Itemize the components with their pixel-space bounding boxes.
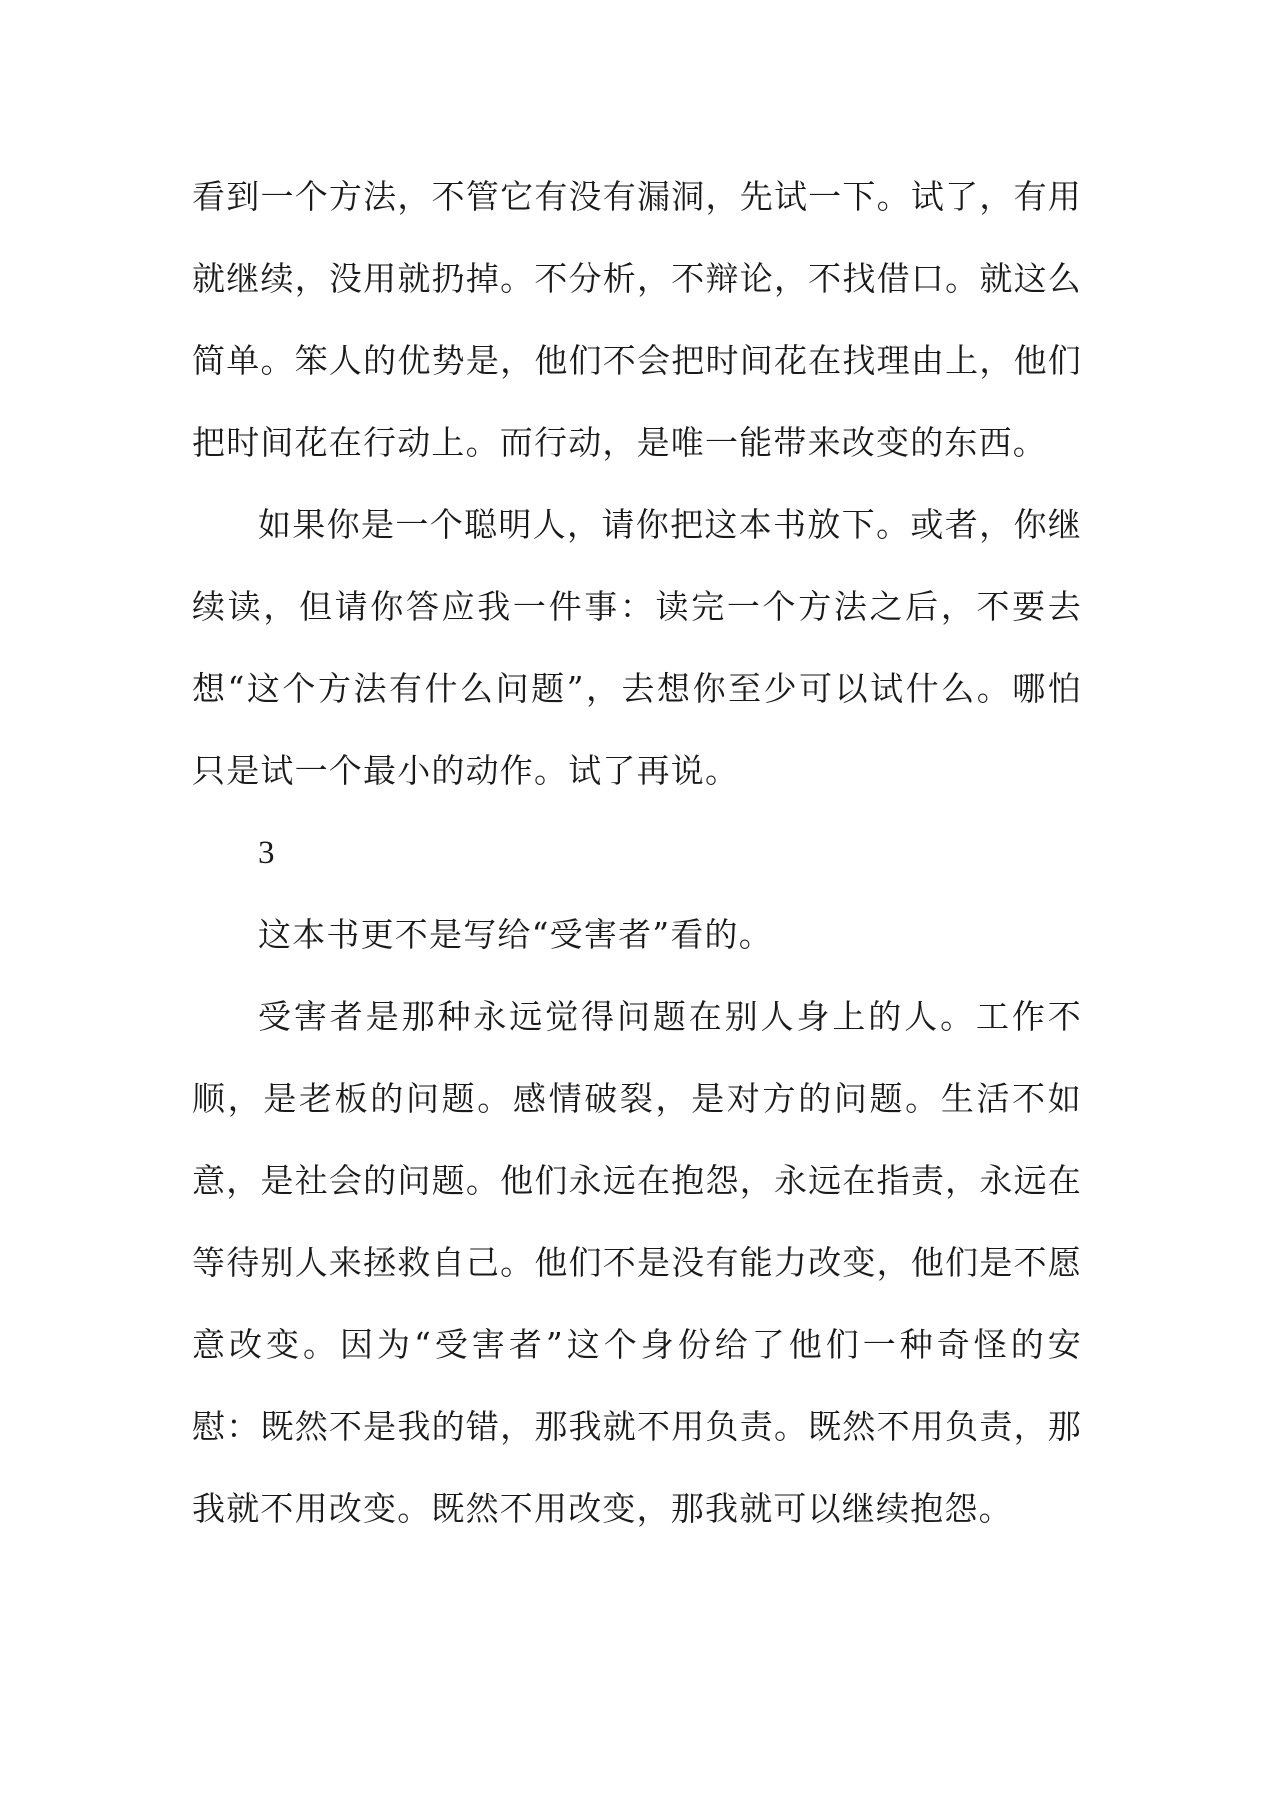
paragraph-victim-description: 受害者是那种永远觉得问题在别人身上的人。工作不顺，是老板的问题。感情破裂，是对方的问题。生活不如意，是社会的问题。他们永远在抱怨，永远在指责，永远在等待别人来拯救自己。他们不是没有能力改变，他们是不愿意改变。因为“受害者”这个身份给了他们一种奇怪的安慰：既然不是我的错，那我就不用负责。既然不用负责，那我就不用改变。既然不用改变，那我就可以继续抱怨。 (192, 997, 1082, 1528)
paragraph-not-for-victims: 这本书更不是写给“受害者”看的。 (258, 915, 773, 954)
document-body (192, 156, 1082, 1550)
paragraph-continuation: 看到一个方法，不管它有没有漏洞，先试一下。试了，有用就继续，没用就扔掉。不分析，不辩论，不找借口。就这么简单。笨人的优势是，他们不会把时间花在找理由上，他们把时间花在行动上。而行动，是唯一能带来改变的东西。 (192, 177, 1082, 462)
section-number: 3 (258, 835, 276, 871)
paragraph-smart-person: 如果你是一个聪明人，请你把这本书放下。或者，你继续读，但请你答应我一件事：读完一个方法之后，不要去想“这个方法有什么问题”，去想你至少可以试什么。哪怕只是试一个最小的动作。试了再说。 (192, 505, 1082, 790)
